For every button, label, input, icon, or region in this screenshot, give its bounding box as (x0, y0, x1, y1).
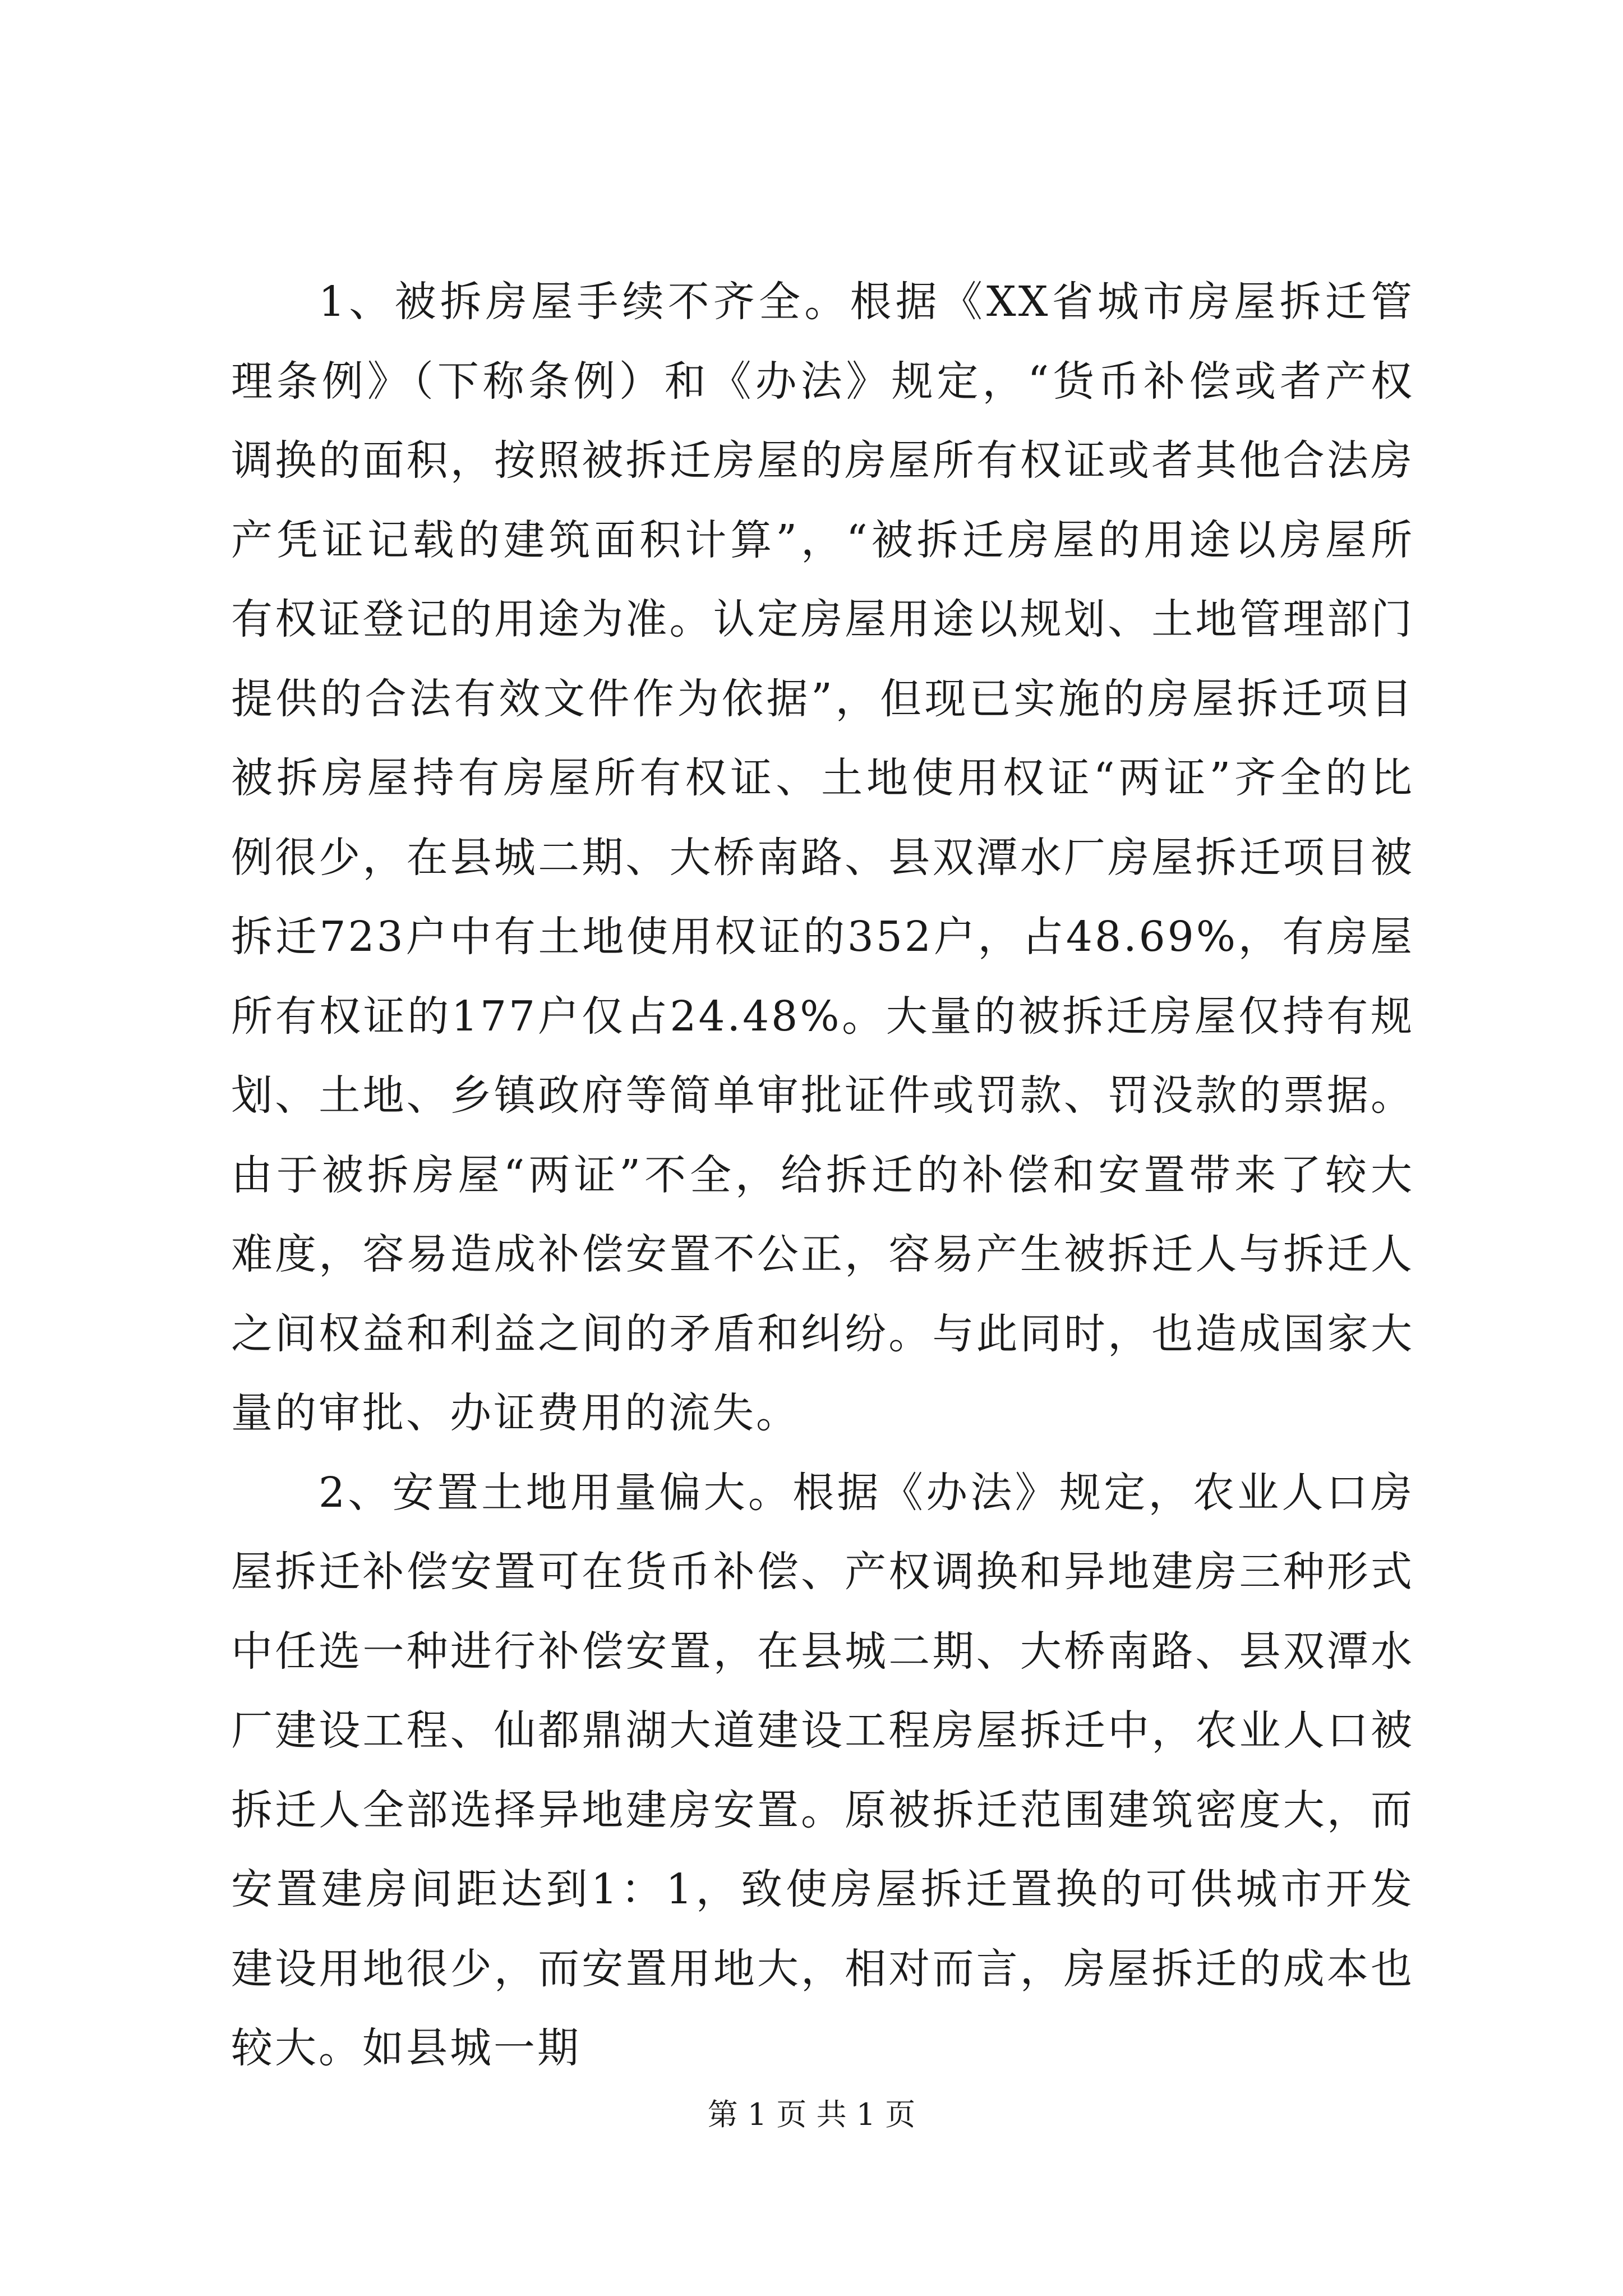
document-body (231, 263, 1414, 2088)
page-number: 第 1 页 共 1 页 (707, 2097, 916, 2132)
paragraph-2: 2、安置土地用量偏大。根据《办法》规定，农业人口房屋拆迁补偿安置可在货币补偿、产权调换和异地建房三种形式中任选一种进行补偿安置，在县城二期、大桥南路、县双潭水厂建设工程、仙都鼎湖大道建设工程房屋拆迁中，农业人口被拆迁人全部选择异地建房安置。原被拆迁范围建筑密度大，而安置建房间距达到1：1，致使房屋拆迁置换的可供城市开发建设用地很少，而安置用地大，相对而言，房屋拆迁的成本也较大。如县城一期 (231, 1468, 1414, 2072)
page-footer (0, 2095, 1623, 2134)
paragraph-1: 1、被拆房屋手续不齐全。根据《XX省城市房屋拆迁管理条例》（下称条例）和《办法》规定，“货币补偿或者产权调换的面积，按照被拆迁房屋的房屋所有权证或者其他合法房产凭证记载的建筑面积计算”，“被拆迁房屋的用途以房屋所有权证登记的用途为准。认定房屋用途以规划、土地管理部门提供的合法有效文件作为依据”，但现已实施的房屋拆迁项目被拆房屋持有房屋所有权证、土地使用权证“两证”齐全的比例很少，在县城二期、大桥南路、县双潭水厂房屋拆迁项目被拆迁723户中有土地使用权证的352户，占48.69%，有房屋所有权证的177户仅占24.48%。大量的被拆迁房屋仅持有规划、土地、乡镇政府等简单审批证件或罚款、罚没款的票据。由于被拆房屋“两证”不全，给拆迁的补偿和安置带来了较大难度，容易造成补偿安置不公正，容易产生被拆迁人与拆迁人之间权益和利益之间的矛盾和纠纷。与此同时，也造成国家大量的审批、办证费用的流失。 (231, 278, 1414, 1437)
